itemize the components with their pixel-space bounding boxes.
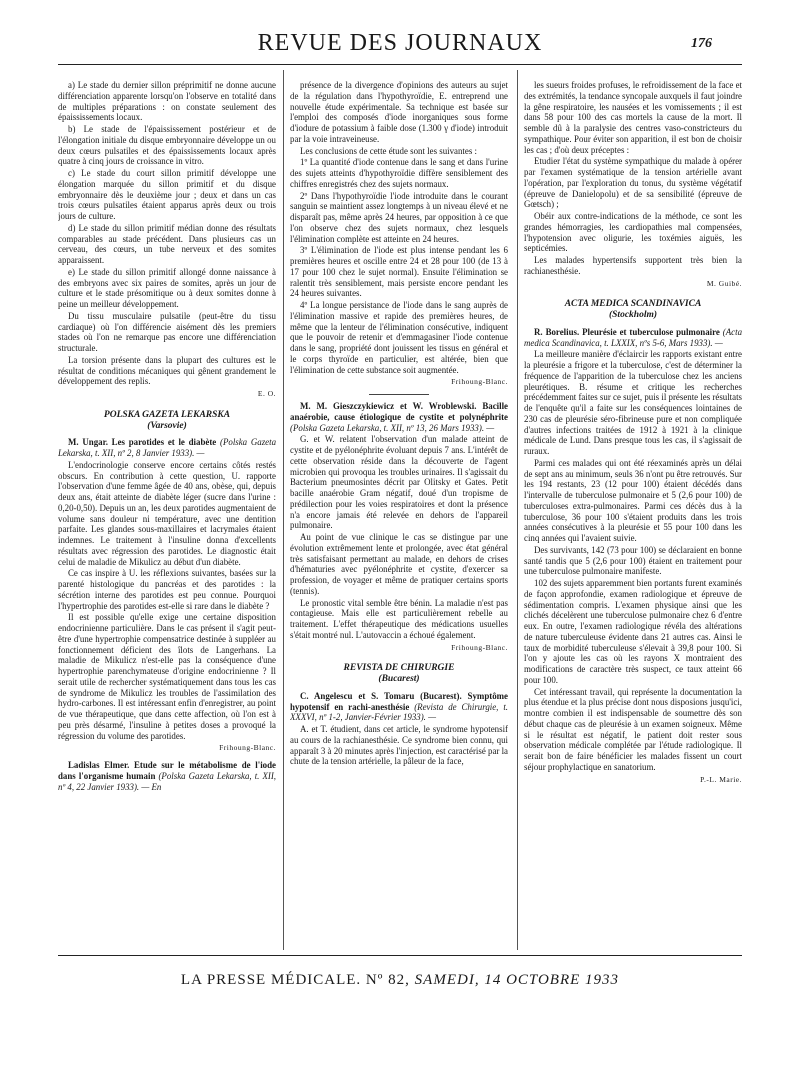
article-heading xyxy=(58,760,276,792)
paragraph: 102 des sujets apparemment bien portants furent examinés de façon approfondie, examen radiologique et épreuve de sédimentation compris. L'examen physique ainsi que les clichés décelèrent une tuberculose pulmonaire chez 6 d'entre eux. En outre, l'examen radiologique révéla des altérations de nature tuberculeuse évidente dans 21 autres cas. Ainsi le taux de morbidité tuberculeuse s'élevait à 39,8 pour 100. Si l'on y ajoute les cas où les rayons X montraient des modifications de caractère très suspect, ce taux atteint 66 pour 100. xyxy=(524,578,742,685)
paragraph: Obéir aux contre-indications de la méthode, ce sont les grandes hémorragies, les cardiopathies mal compensées, l'hypotension avec oligurie, les toxémies aiguës, les septicémies. xyxy=(524,211,742,254)
paragraph: c) Le stade du court sillon primitif développe une élongation marquée du sillon primitif et du disque embryonnaire dès le deuxième jour ; deux et dans un cas trois cœurs pulsatiles étaient apparus après deux ou trois jours de culture. xyxy=(58,168,276,221)
paragraph: b) Le stade de l'épaississement postérieur et de l'élongation initiale du disque embryonnaire développe un ou deux cœurs pulsatiles et des épaississements locaux après quatre à cinq jours de croissance in vitro. xyxy=(58,124,276,167)
journal-section-title: ACTA MEDICA SCANDINAVICA xyxy=(564,299,702,310)
article-heading xyxy=(524,327,742,349)
page-number: 176 xyxy=(691,36,712,51)
article-reference: (Polska Gazeta Lekarska, t. XII, nº 2, 8 Janvier 1933). — xyxy=(58,437,276,458)
article-heading xyxy=(290,401,508,433)
paragraph: A. et T. étudient, dans cet article, le syndrome hypotensif au cours de la rachianesthésie. Ce syndrome bien connu, qui apparaît 3 à 20 minutes après l'injection, est caractérisé par la chute de la tension artérielle, la pâleur de la face, xyxy=(290,724,508,767)
column-divider xyxy=(283,70,284,950)
paragraph: 3º L'élimination de l'iode est plus intense pendant les 6 premières heures et oscille entre 24 et 28 pour 100 (de 13 à 17 pour 100 chez le sujet normal). Ensuite l'élimination se ralentit très sensiblement, mais persiste encore pendant les 24 heures suivantes. xyxy=(290,245,508,299)
article-reference: (Polska Gazeta Lekarska, t. XII, nº 4, 22 Janvier 1933). — En xyxy=(58,770,276,792)
article-title: M. M. Gieszczykiewicz et W. Wroblewski. Bacille anaérobie, cause étiologique de cystite et polynéphrite xyxy=(290,401,508,422)
paragraph: Il est possible qu'elle exige une certaine disposition endocrinienne particulière. Dans le cas présent il s'agit peut-être d'une hypertrophie compensatrice destinée à suppléer au fonctionnement déficient des îlots de Langerhans. La maladie de Mikulicz n'est-elle pas la conséquence d'une hypertrophie parenchymateuse d'origine endocrinienne ? Il serait utile de rechercher systématiquement dans tous les cas de syndrome de Mikulicz les troubles de l'assimilation des hydro-carbones. Il est intéressant enfin d'enregistrer, au point de vue thérapeutique, que dans cette affection, où l'on est à peu près désarmé, l'insuline à petites doses a provoqué la régression du volume des parotides. xyxy=(58,612,276,741)
paragraph: les sueurs froides profuses, le refroidissement de la face et des extrémités, la tendance syncopale auxquels il faut joindre la gêne respiratoire, les nausées et les vomissements ; il est dans 58 pour 100 des cas mortels la cause de la mort. Il semble dû à la paralysie des centres vaso-constricteurs du sympathique. Pour éviter son apparition, il est bon de choisir les cas ; d'où deux préceptes : xyxy=(524,80,742,155)
paragraph: Ce cas inspire à U. les réflexions suivantes, basées sur la parenté histologique du pancréas et des parotides : la sécrétion interne des parotides est peu connue. Pourquoi l'hypertrophie des parotides est-elle si rare dans le diabète ? xyxy=(58,568,276,611)
column-right xyxy=(524,80,742,950)
footer-journal: LA PRESSE MÉDICALE. Nº 82, xyxy=(180,972,410,988)
journal-section-city: (Varsovie) xyxy=(147,420,187,431)
journal-section-title: REVISTA DE CHIRURGIE xyxy=(343,663,455,674)
journal-section-city: (Bucarest) xyxy=(378,674,420,684)
paragraph: présence de la divergence d'opinions des auteurs au sujet de la régulation dans l'hypothyroïdie, E. entreprend une nouvelle étude expérimentale. Sa technique est basée sur l'emploi des composés d'iode inorganiques sous forme d'iodure de potassium à faible dose (1.300 γ d'iode) introduit par la voie intraveineuse. xyxy=(290,80,508,144)
article-reference: (Acta medica Scandinavica, t. LXXIX, nºs 5-6, Mars 1933). — xyxy=(524,326,742,348)
page-footer xyxy=(0,972,800,989)
paragraph: Les conclusions de cette étude sont les suivantes : xyxy=(300,145,477,156)
author-signature: P.-L. Marie. xyxy=(700,774,742,784)
author-signature: Frihoung-Blanc. xyxy=(451,377,508,387)
column-divider xyxy=(517,70,518,950)
paragraph: La meilleure manière d'éclaircir les rapports existant entre la pleurésie a frigore et la tuberculose, c'est de déterminer la fréquence de l'apparition de la tuberculose chez les anciens pleurétiques. B. résume et critique les recherches précédemment faites sur ce sujet, puis il présente les résultats de l'enquête qu'il a faite sur les conséquences lointaines de 230 cas de pleurésie séro-fibrineuse pure et non compliquée d'autres infections traitées de 1912 à 1921 à la clinique médicale de Lund. Dans presque tous les cas, il s'agissait de ruraux. xyxy=(524,349,742,456)
paragraph: G. et W. relatent l'observation d'un malade atteint de cystite et de pyélonéphrite évoluant depuis 7 ans. L'intérêt de cette observation réside dans la découverte de l'agent microbien qui provoqua les troubles urinaires. Il s'agissait du Bacterium pneumosintes décrit par Olitsky et Gates. Petit bacille anaérobie Gram négatif, doué d'un tropisme de prédilection pour les voies respiratoires et dont la présence n'a encore jamais été relevée en dehors de l'appareil pulmonaire. xyxy=(290,434,508,531)
page-title: REVUE DES JOURNAUX xyxy=(257,30,543,56)
paragraph: Au point de vue clinique le cas se distingue par une évolution extrêmement lente et prolongée, avec état général très satisfaisant permettant au malade, en dehors de crises d'hématuries avec pyélonéphrite et cystite, d'exercer sa profession, de voyager et même de pratiquer certains sports (tennis). xyxy=(290,532,508,596)
paragraph: L'endocrinologie conserve encore certains côtés restés obscurs. En contribution à cette question, U. rapporte l'observation d'une femme âgée de 40 ans, obèse, qui, depuis deux ans, était atteinte de diabète léger (sucre dans l'urine : 0,20-0,50). Depuis un an, les deux parotides augmentaient de volume sans douleur ni température, avec une dentition parfaite. Les glandes sous-maxillaires et lacrymales étaient indemnes. Le traitement à l'insuline donna d'excellents résultats avec régression des parotides. Le diagnostic était celui de maladie de Mikulicz au début d'un diabète. xyxy=(58,459,276,567)
article-title: Ladislas Elmer. Etude sur le métabolisme de l'iode dans l'organisme humain xyxy=(58,760,276,781)
paragraph: Etudier l'état du système sympathique du malade à opérer par l'examen systématique de la tension artérielle avant l'opération, par l'exploration du tonus, du système végétatif (épreuve de Danielopolu) et de sa sensibilité (épreuve de Gœtsch) ; xyxy=(524,156,742,210)
separator-rule xyxy=(369,394,429,395)
journal-section-title: POLSKA GAZETA LEKARSKA xyxy=(103,409,231,420)
paragraph: Les malades hypertensifs supportent très bien la rachianesthésie. xyxy=(524,255,742,276)
footer-rule xyxy=(58,955,742,956)
paragraph: Du tissu musculaire pulsatile (peut-être du tissu cardiaque) où l'on différencie aisément dès les premiers stades où l'on ne remarque pas encore une différenciation structurale. xyxy=(58,310,276,353)
paragraph: d) Le stade du sillon primitif médian donne des résultats comparables au stade précédent. Dans plusieurs cas un cerveau, des cœurs, un tube nerveux et des somites apparaissent. xyxy=(58,222,276,265)
column-middle xyxy=(290,80,508,950)
paragraph: a) Le stade du dernier sillon préprimitif ne donne aucune différenciation apparente lorsqu'on l'observe en totalité dans de multiples préparations : on constate seulement des épaississements locaux. xyxy=(58,80,276,123)
article-reference: (Revista de Chirurgie, t. XXXVI, nº 1-2, Janvier-Février 1933). — xyxy=(290,701,508,723)
journal-section-city: (Stockholm) xyxy=(608,310,658,320)
article-title: C. Angelescu et S. Tomaru (Bucarest). Symptôme hypotensif en rachi-anesthésie xyxy=(290,690,508,712)
paragraph: Le pronostic vital semble être bénin. La maladie n'est pas contagieuse. Mais elle est particulièrement rebelle au traitement. L'effet thérapeutique des médications usuelles s'était montré nul. L'autovaccin a échoué également. xyxy=(290,597,508,640)
author-signature: E. O. xyxy=(257,389,276,398)
column-left xyxy=(58,80,276,950)
article-title: R. Borelius. Pleurésie et tuberculose pulmonaire xyxy=(534,326,720,337)
paragraph: Cet intéressant travail, qui représente la documentation la plus étendue et la plus précise dont nous disposions jusqu'ici, montre combien il est indispensable de soumettre dès son début chaque cas de pleurésie à un examen soigneux. Même si le résultat est négatif, le patient doit rester sous observation médicale complétée par l'étude radiologique. Il serait bon de faire bénéficier les malades fissent un court séjour prophylactique en sanatorium. xyxy=(524,686,742,772)
author-signature: Frihoung-Blanc. xyxy=(451,642,508,652)
paragraph: 1º La quantité d'iode contenue dans le sang et dans l'urine des sujets atteints d'hypothyroïdie diffère sensiblement des chiffres enregistrés chez des sujets normaux. xyxy=(290,157,508,189)
author-signature: Frihoung-Blanc. xyxy=(219,743,276,753)
article-reference: (Polska Gazeta Lekarska, t. XII, nº 13, 26 Mars 1933). — xyxy=(290,422,495,433)
article-heading xyxy=(290,691,508,723)
paragraph: 4º La longue persistance de l'iode dans le sang auprès de l'élimination massive et rapide des premières heures, de même que la lenteur de l'élimination consécutive, indiquent que le pouvoir de retenir et d'emmagasiner l'iode contenue dans le sang, propriété dont jouissent les tissus en général et le corps thyroïde en particulier, est altérée, bien que l'élimination de cette substance soit augmentée. xyxy=(290,300,508,375)
header-rule xyxy=(58,64,742,65)
article-title: M. Ungar. Les parotides et le diabète xyxy=(68,437,217,448)
paragraph: La torsion présente dans la plupart des cultures est le résultat de conditions mécaniques qui gênent grandement le développement des replis. xyxy=(58,354,276,387)
paragraph: Parmi ces malades qui ont été réexaminés après un délai de sept ans au minimum, seuls 36 n'ont pu être retrouvés. Sur les 194 restants, 23 (12 pour 100) étaient décédés dans l'intervalle de tuberculose pulmonaire et 5 (2,6 pour 100) de tuberculoses extra-pulmonaires. Parmi ces décès dus à la tuberculose, 36 pour 100 s'étaient produits dans les trois années consécutives à la pleurésie et 55 pour 100 dans les cinq années qui l'avaient suivie. xyxy=(524,457,742,543)
paragraph: 2º Dans l'hypothyroïdie l'iode introduite dans le courant sanguin se maintient assez longtemps à un niveau élevé et ne disparaît pas, même après 24 heures, par opposition à ce que l'on observe chez des sujets normaux, chez lesquels l'élimination complète est atteinte en 24 heures. xyxy=(290,190,508,244)
author-signature: M. Guibé. xyxy=(706,278,742,288)
paragraph: e) Le stade du sillon primitif allongé donne naissance à des embryons avec six paires de somites, après un jour de culture et le stade présomitique ou à deux somites donne à peine un meilleur développement. xyxy=(58,266,276,309)
article-heading xyxy=(58,437,276,459)
footer-date: SAMEDI, 14 OCTOBRE 1933 xyxy=(414,972,620,988)
paragraph: Des survivants, 142 (73 pour 100) se déclaraient en bonne santé tandis que 5 (2,6 pour 100) étaient en traitement pour une tuberculose pulmonaire manifeste. xyxy=(524,544,742,577)
